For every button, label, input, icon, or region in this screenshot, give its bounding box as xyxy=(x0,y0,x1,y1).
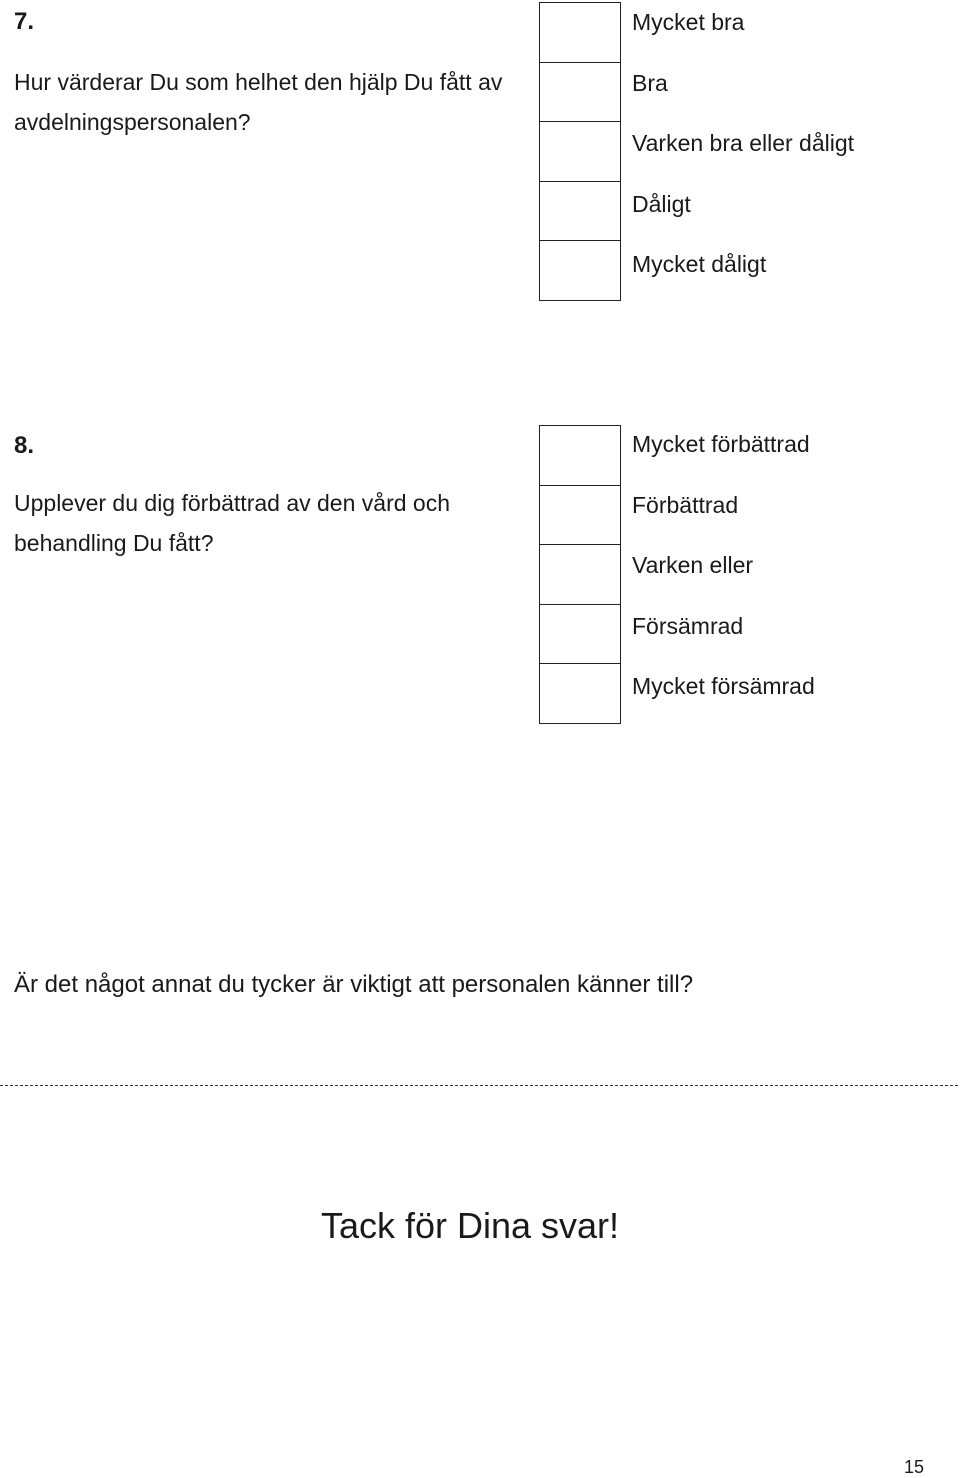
q7-option-label: Mycket bra xyxy=(632,9,745,35)
checkbox-q7-option-1[interactable] xyxy=(539,2,621,63)
free-text-question: Är det något annat du tycker är viktigt att personalen känner till? xyxy=(14,971,694,998)
checkbox-q7-option-5[interactable] xyxy=(539,240,621,301)
checkbox-q8-option-4[interactable] xyxy=(539,604,621,665)
thank-you-message: Tack för Dina svar! xyxy=(320,1205,620,1246)
checkbox-q8-option-1[interactable] xyxy=(539,425,621,486)
checkbox-q7-option-4[interactable] xyxy=(539,181,621,242)
checkbox-q7-option-3[interactable] xyxy=(539,121,621,182)
q7-option-label: Dåligt xyxy=(632,190,691,217)
q7-option-label: Mycket dåligt xyxy=(632,251,767,278)
q8-option-label: Förbättrad xyxy=(632,491,739,518)
question-8-number: 8. xyxy=(14,432,35,459)
q7-option-label: Bra xyxy=(632,69,668,96)
q7-option-label: Varken bra eller dåligt xyxy=(632,130,855,157)
q8-option-label: Försämrad xyxy=(632,612,744,639)
checkbox-q8-option-2[interactable] xyxy=(539,485,621,546)
question-7-text: Hur värderar Du som helhet den hjälp Du fått av avdelningspersonalen? xyxy=(14,69,503,135)
question-8-text: Upplever du dig förbättrad av den vård och behandling Du fått? xyxy=(14,490,450,556)
q8-option-label: Mycket förbättrad xyxy=(632,431,810,457)
checkbox-q8-option-5[interactable] xyxy=(539,663,621,724)
q8-option-label: Varken eller xyxy=(632,552,754,579)
checkbox-q7-option-2[interactable] xyxy=(539,62,621,123)
answer-line[interactable] xyxy=(0,1085,958,1086)
question-7-options xyxy=(632,2,854,305)
question-8-options xyxy=(632,424,815,727)
question-7-number: 7. xyxy=(14,8,35,35)
question-8-checkboxes xyxy=(539,425,621,724)
q8-option-label: Mycket försämrad xyxy=(632,673,815,700)
checkbox-q8-option-3[interactable] xyxy=(539,544,621,605)
page-number: 15 xyxy=(904,1457,925,1477)
question-7-checkboxes xyxy=(539,2,621,301)
